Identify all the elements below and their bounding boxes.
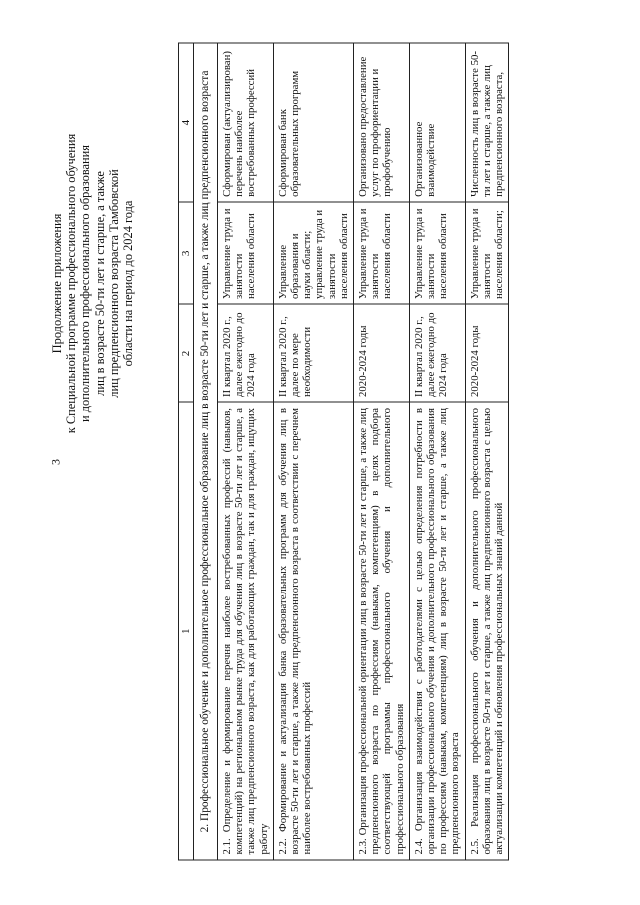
measure-text: 2.1. Определение и формирование перечня наиболее востребованных профессий (навыков, компетенций) на региональном рынке труда для обучения лиц в возрасте 50-ти лет и старше, а также лиц предпенсионного возраста, как для работающих граждан, так и для граждан, ищущих работу bbox=[218, 402, 274, 860]
measure-executor: Управление труда и занятости населения области bbox=[218, 202, 274, 304]
column-number-row bbox=[179, 43, 194, 860]
measure-deadline: II квартал 2020 г., далее ежегодно до 2024 года bbox=[218, 304, 274, 402]
measure-text: 2.3. Организация профессиональной ориентации лиц в возрасте 50-ти лет и старше, а также лиц предпенсионного возраста по профессиям (навыкам, компетенциям) в целях подбора соответствующей программы профессионального обучения и дополнительного профессионального образования bbox=[354, 402, 410, 860]
measure-deadline: II квартал 2020 г., далее по мере необходимости bbox=[273, 304, 353, 402]
measure-deadline: 2020-2024 годы bbox=[354, 304, 410, 402]
section-row bbox=[194, 43, 218, 860]
header-line: лиц предпенсионного возраста Тамбовской bbox=[106, 169, 121, 398]
column-number: 2 bbox=[179, 304, 194, 402]
table-row bbox=[354, 43, 410, 860]
measure-executor: Управление образования и науки области; управление труда и занятости населения области bbox=[273, 202, 353, 304]
measure-result: Организованное взаимодействие bbox=[409, 43, 465, 202]
measure-result: Сформирован банк образовательных программ bbox=[273, 43, 353, 202]
measures-table bbox=[178, 43, 509, 861]
header-line: Продолжение приложения bbox=[50, 213, 64, 354]
section-title: 2. Профессиональное обучение и дополнительное профессиональное образование лиц в возрасте 50-ти лет и старше, а также лиц предпенсионного возраста bbox=[194, 43, 218, 860]
measure-text: 2.5. Реализация профессионального обучения и дополнительного профессионального образования лиц в возрасте 50-ти лет и старше, а также лиц предпенсионного возраста с целью актуализации компетенций и обновления профессиональных знаний данной bbox=[465, 402, 509, 860]
measure-text: 2.2. Формирование и актуализация банка образовательных программ для обучения лиц в возрасте 50-ти лет и старше, а также лиц предпенсионного возраста в соответствии с перечнем наиболее востребованных профессий bbox=[273, 402, 353, 860]
appendix-header bbox=[50, 30, 178, 875]
table-row bbox=[465, 43, 509, 860]
measure-text: 2.4. Организация взаимодействия с работодателями с целью определения потребности в организации профессионального обучения и дополнительного профессионального образования по профессиям (навыкам, компетенциям) лиц в возрасте 50-ти лет и старше, а также лиц предпенсионного возраста bbox=[409, 402, 465, 860]
header-line: области на период до 2024 года bbox=[121, 200, 136, 367]
measure-executor: Управление труда и занятости населения области bbox=[354, 202, 410, 304]
measure-deadline: II квартал 2020 г., далее ежегодно до 2024 года bbox=[409, 304, 465, 402]
measure-result: Численность лиц в возрасте 50-ти лет и старше, а также лиц предпенсионного возраста, bbox=[465, 43, 509, 202]
column-number: 4 bbox=[179, 43, 194, 202]
measure-result: Сформирован (актуализирован) перечень наиболее востребованных профессий bbox=[218, 43, 274, 202]
measure-result: Организовано предоставление услуг по профориентации и профобучению bbox=[354, 43, 410, 202]
header-line: лиц в возрасте 50-ти лет и старше, а также bbox=[92, 171, 107, 396]
appendix-header-text bbox=[50, 44, 135, 524]
header-line: к Специальной программе профессионального обучения bbox=[64, 133, 79, 434]
measure-executor: Управление труда и занятости населения области bbox=[409, 202, 465, 304]
header-line: и дополнительного профессионального образования bbox=[78, 145, 93, 422]
measure-deadline: 2020-2024 годы bbox=[465, 304, 509, 402]
table-row bbox=[218, 43, 274, 860]
page-number: 3 bbox=[48, 459, 63, 465]
measure-executor: Управление труда и занятости населения области; bbox=[465, 202, 509, 304]
table-row bbox=[273, 43, 353, 860]
table-row bbox=[409, 43, 465, 860]
column-number: 3 bbox=[179, 202, 194, 304]
rotated-page-content bbox=[50, 30, 590, 875]
column-number: 1 bbox=[179, 402, 194, 860]
